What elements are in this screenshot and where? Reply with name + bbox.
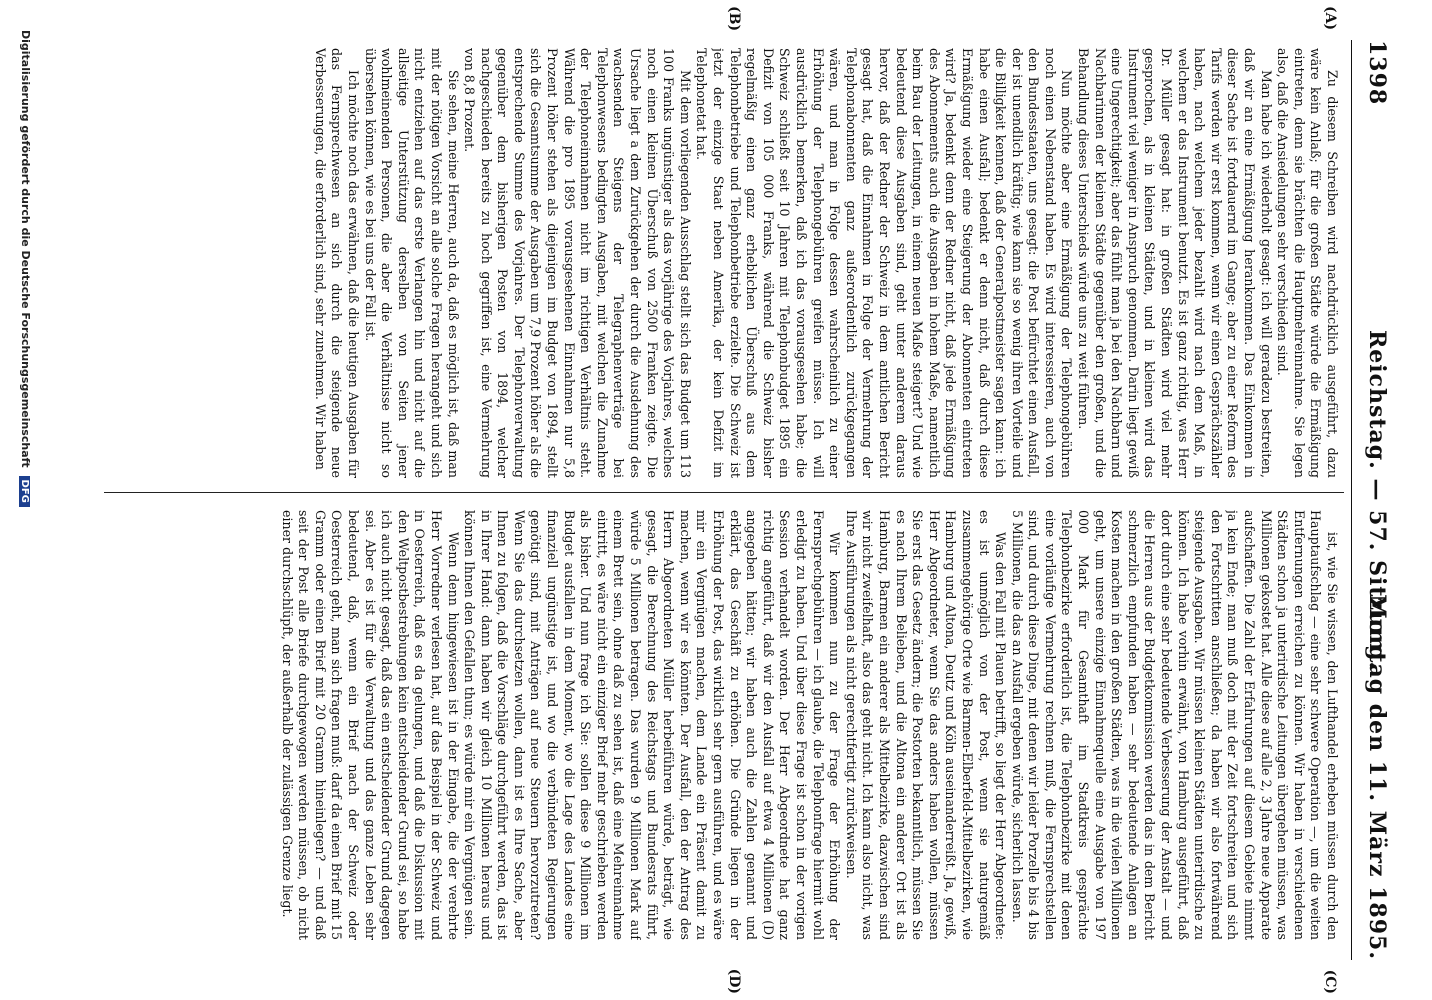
credit-text: Digitalisierung gefördert durch die Deutsche Forschungsgemeinschaft bbox=[19, 30, 32, 468]
header-rule bbox=[1351, 40, 1352, 960]
digitization-credit bbox=[19, 30, 32, 970]
running-date: Montag den 11. März 1895. bbox=[1364, 594, 1390, 960]
right-column bbox=[110, 510, 1340, 940]
paragraph: Zu diesem Schreiben wird nachdrücklich ausgeführt, dazu wäre kein Anlaß; für die großen Städte würde die Ermäßigung eintreten, denn sie brächten die Hauptmehreinnahme. Sie legen also, daß die Ansiedelungen sehr verschieden sind. bbox=[1275, 48, 1340, 478]
column-divider bbox=[104, 492, 1344, 493]
running-title: Reichstag. — 57. Sitzung. bbox=[1364, 329, 1390, 671]
paragraph: ist, wie Sie wissen, den Lufthandel erheben müssen durch den Hauptaufschlag — eine sehr schwere Operation —, um die weiten Entfernungen erreichen zu können. Wir haben in verschiedenen Städten schon ja unterirdische Leitungen übergehen müssen, was Millionen gekostet hat. Alle diese auf alle 2, 3 Jahre neue Apparate aufschaffen. Die Zahl der Erfahrungen auf diesem Gebiete nimmt ja kein Ende; man muß doch mit der Zeit fortschreiten und sich den Fortschritten anschließen; da haben wir also fortwährend steigende Ausgaben. Wir müssen kleinen Städten unterirdische zu können. Ich habe vorhin erwähnt, von Hamburg ausgeführt, daß dort durch eine sehr bedeutende Verbesserung der Anstalt — und die Herren aus der Budgetkommission werden das in dem Bericht schmerzlich empfunden haben — sehr bedeutende Anlagen an Kosten machen in den großen Städten, was in die vielen Millionen geht, um unsere einzige Einnahmequelle eine Ausgabe von 197 000 Mark für Gesamthaft im Stadtkreis gesprächte Telephonbezirke erforderlich ist, die Telephonbezirke mit denen eine vorläufige Vermehrung rechnen muß, die Fernsprechstellen sind, und durch diese Dinge, mit denen wir leider Porzelle bis 4 bis 5 Millionen, die das an Ausfall ergeben würde, sicherlich lassen. bbox=[1009, 510, 1340, 940]
margin-mark-c: (C) bbox=[1322, 969, 1338, 994]
paragraph: Ich möchte noch das erwähnen, daß die heutigen Ausgaben für das Fernsprechwesen an sich durch die steigende neue Verbesserungen, die erforderlich sind, sehr zunehmen. Wir haben bbox=[312, 48, 361, 478]
margin-mark-a: (A) bbox=[1322, 6, 1338, 31]
dfg-logo: DFG bbox=[19, 476, 30, 507]
margin-mark-d: (D) bbox=[726, 968, 742, 994]
paragraph: Man habe ich wiederholt gesagt: ich will geradezu bestreiten, daß wir an eine Ermäßigung herankommen. Das Einkommen in dieser Sache ist fortdauernd im Gange; aber zu einer Reform des Tarifs werden wir erst kommen, wenn wir einen Gesprächszähler haben, nach welchem jeder bezahlt wird nach dem Maß, in welchem er das Instrument benutzt. Es ist ganz richtig, was Herr Dr. Müller gesagt hat: in großen Städten wird viel mehr gesprochen, als in kleinen Städten, und in kleinen wird das Instrument viel weniger in Anspruch genommen. Darin liegt gewiß eine Ungerechtigkeit; aber das fühlt man ja bei den Nachbarn und Nachbarinnen der kleinen Städte gegenüber den großen, und die Behandlung dieses Unterschieds würde uns zu weit führen. bbox=[1076, 48, 1274, 478]
paragraph: Mit dem vorliegenden Ausschlag stellt sich das Budget um 113 100 Franks ungünstiger als das vorjährige des Vorjahres, welches noch einen kleinen Überschuß von 2500 Franken zeigte. Die Ursache liegt a dem Zurückgehen der durch die Ausdehnung des wachsenden Steigens der Telegraphenverträge bei Telephonwesens bedingten Ausgaben, mit welchen die Zunahme der Telephoneinnahmen nicht im richtigen Verhältnis steht. Während die pro 1895 vorausgesehenen Einnahmen nur 5,8 Prozent höher stehen als diejenigen im Budget von 1894, stellt sich die Gesamtsumme der Ausgaben um 7,9 Prozent höher als die entsprechende Summe des Vorjahres. Der Telephonverwaltung gegenüber dem bisherigen Posten von 1894, welcher nachgeschieden bereits zu hoch gegriffen ist, eine Vermehrung von 8,8 Prozent. bbox=[462, 48, 693, 478]
paragraph: Wenn denn hingewiesen ist in der Eingabe, die der verehrte Herr Vorredner verlesen hat, auf das Beispiel in der Schweiz und in Oesterreich, daß es da gelungen, und daß die Diskussion mit den Weltpostbestrebungen kein entscheidender Grund sei, so habe ich auch nicht gesagt, daß das ein entscheidender Grund dagegen sei. Aber es ist für die Verwaltung und das ganze Leben sehr bedeutend, daß, wenn ein Brief nach der Schweiz oder Oesterreich geht, man sich fragen muß: darf da einen Brief mit 15 Gramm oder einen Brief mit 20 Gramm hineinlegen? — und daß seit der Post alle Briefe durchgewogen werden müssen, ob nicht einer durchschlüpft, der außerhalb der zulässigen Grenze liegt. bbox=[279, 510, 461, 940]
paragraph: Nun möchte aber eine Ermäßigung der Telephongebühren noch einen Nebenstand haben. Es wird interessieren, auch von den Bundesstaaten, uns gesagt: die Post befürchtet einen Ausfall, der ist unendlich kräftig; wie kann sie so wenig ihren Vorteile und die Billigkeit kennen, daß der Generalpostmeister sagen kann: ich habe einen Ausfall; bedenkt er denn nicht, daß durch diese Ermäßigung wieder eine Steigerung der Abonnenten eintreten wird? Ja, bedenkt denn der Redner nicht, daß jede Ermäßigung des Abonnements auch die Ausgaben in hohem Maße, namentlich beim Bau der Leitungen, in einem neuen Maße steigert? Und wie bedeutend diese Ausgaben sind, geht unter anderem daraus hervor, daß der Redner der Schweiz in dem amtlichen Bericht gesagt hat, daß die Einnahmen in Folge der Vermehrung der Telephonabonnenten ganz außerordentlich zurückgegangen wären, und man in Folge dessen wahrscheinlich zu einer Erhöhung der Telephongebühren greifen müsse. Ich will ausdrücklich bemerken, daß ich das vorausgesehen habe; die Schweiz schließt seit 10 Jahren mit Telephonbudget 1895 ein Defizit von 105 000 Franks, während die Schweiz bisher regelmäßig einen ganz erheblichen Überschuß aus dem Telephonbetriebe und Telephonbetriebe erzielte. Die Schweiz ist jetzt der einzige Staat neben Amerika, der kein Defizit im Telephonetat hat. bbox=[694, 48, 1075, 478]
left-column bbox=[110, 48, 1340, 478]
page-number: 1398 bbox=[1364, 40, 1390, 106]
paragraph: Sie sehen, meine Herren, auch da, daß es möglich ist, daß man mit der nötigen Vorsicht an alle solche Fragen herangeht und sich nicht entziehen auf das erste Verlangen hin und nicht auf die allseitige Unterstützung derselben von Seiten jener wohlmeinenden Personen, die aber die Verhältnisse nicht so übersehen können, wie es bei uns der Fall ist. bbox=[362, 48, 461, 478]
margin-mark-b: (B) bbox=[726, 6, 742, 32]
paragraph: Was den Fall mit Plauen betrifft, so liegt der Herr Abgeordnete: es ist unmöglich von der Post, wenn sie naturgemäß zusammengehörige Orte wie Barmen-Elberfeld-Mittelbezirken, wie Hamburg und Altona, Deutz und Köln auseinanderreißt. Ja, gewiß, Herr Abgeordneter, wenn Sie das anders haben wollen, müssen Sie erst das Gesetz ändern; die Postorten bekanntlich, müssen Sie es nach Ihrem Belieben, und die Altona ein anderer Ort ist als Hamburg, Barmen ein anderer als Mittelbezirke, dazwischen sind wir nicht zweifelhaft, also das geht nicht. Ich kann also nicht, was Ihre Ausführungen als nicht gerechtfertigt zurückweisen. bbox=[843, 510, 1009, 940]
paragraph: Wir kommen nun zu der Frage der Erhöhung der Fernsprechgebühren — ich glaube, die Telephonfrage hiermit wohl erledigt zu haben. Und über diese Frage ist schon in der vorigen Session verhandelt worden. Der Herr Abgeordnete hat ganz richtig angeführt, daß wir den Ausfall auf etwa 4 Millionen (D) angegeben hätten; wir haben auch die Zahlen genannt und erklärt, das Geschäft zu erhöhen. Die Gründe liegen in der Erhöhung der Post, das wirklich sehr gern ausführen, und es wäre mir ein Vergnügen machen, dem Lande ein Präsent damit zu machen, wenn wir es könnten. Der Ausfall, den der Antrag des Herrn Abgeordneten Müller herbeiführen würde, beträgt, wie gesagt, die Berechnung des Reichstags und Bundesrats führt, würde 5 Millionen betragen. Das wurden 9 Millionen Mark auf einem Brett sein, ohne daß zu sehen ist, daß eine Mehreinnahme eintritt, es wäre nicht ein einziger Brief mehr geschrieben werden als bisher. Und nun frage ich Sie: sollen diese 9 Millionen im Budget ausfallen in dem Moment, wo die Lage des Landes eine finanziell ungünstige ist, und wo die verbündeten Regierungen genötigt sind, mit Anträgen auf neue Steuern hervorzutreten? Wenn Sie das durchsetzen wollen, dann ist es Ihre Sache, aber Ihnen zu folgen, daß die Vorschläge durchgeführt werden, das ist in Ihrer Hand: dann haben wir gleich 10 Millionen heraus und können Ihnen den Gefallen thun; es würde mir ein Vergnügen sein. bbox=[462, 510, 843, 940]
